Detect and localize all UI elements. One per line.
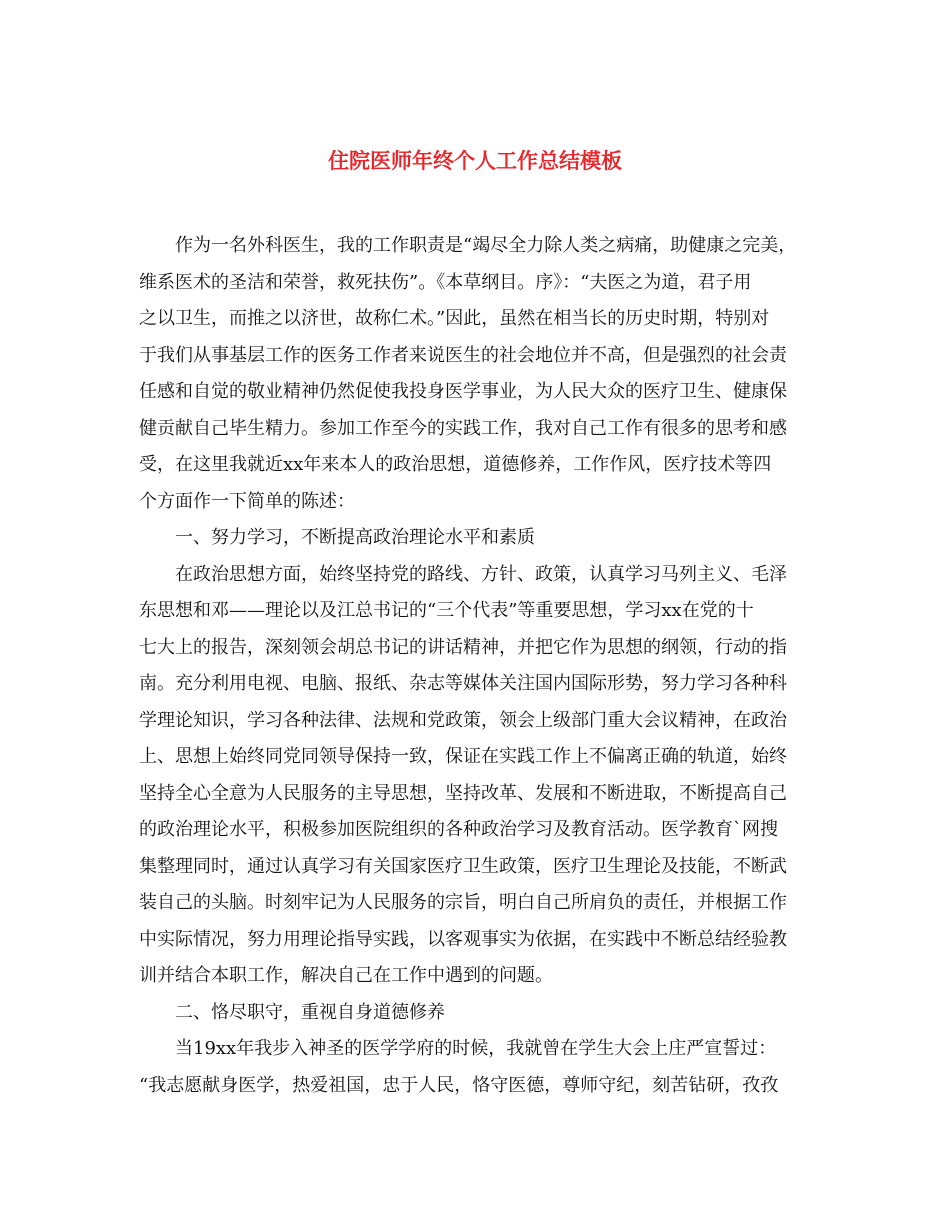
- body-line: 当19xx年我步入神圣的医学学府的时候，我就曾在学生大会上庄严宣誓过：: [175, 1038, 777, 1059]
- body-line: 健贡献自己毕生精力。参加工作至今的实践工作，我对自己工作有很多的思考和感: [139, 417, 787, 439]
- body-line: 一、努力学习，不断提高政治理论水平和素质: [175, 527, 535, 548]
- body-line: 南。充分利用电视、电脑、报纸、杂志等媒体关注国内国际形势，努力学习各种科: [139, 673, 787, 694]
- body-line: 上、思想上始终同党同领导保持一致，保证在实践工作上不偏离正确的轨道，始终: [139, 746, 787, 767]
- body-line: 坚持全心全意为人民服务的主导思想，坚持改革、发展和不断进取，不断提高自己: [139, 782, 787, 804]
- body-line: 维系医术的圣洁和荣誉，救死扶伤”。《本草纲目。序》：“夫医之为道，君子用: [139, 271, 752, 293]
- body-line: 作为一名外科医生，我的工作职责是“竭尽全力除人类之病痛，助健康之完美，: [175, 235, 797, 256]
- body-line: 中实际情况，努力用理论指导实践，以客观事实为依据，在实践中不断总结经验教: [139, 928, 787, 950]
- body-line: 训并结合本职工作，解决自己在工作中遇到的问题。: [139, 965, 553, 986]
- body-line: 受，在这里我就近xx年来本人的政治思想，道德修养，工作作风，医疗技术等四: [139, 454, 772, 475]
- body-line: 东思想和邓——理论以及江总书记的“三个代表”等重要思想，学习xx在党的十: [139, 600, 754, 621]
- body-line: “我志愿献身医学，热爱祖国，忠于人民，恪守医德，尊师守纪，刻苦钻研，孜孜: [139, 1074, 779, 1096]
- body-line: 七大上的报告，深刻领会胡总书记的讲话精神，并把它作为思想的纲领，行动的指: [139, 636, 787, 658]
- body-line: 之以卫生，而推之以济世，故称仁术。”因此，虽然在相当长的历史时期，特别对: [139, 308, 770, 329]
- body-line: 装自己的头脑。时刻牢记为人民服务的宗旨，明白自己所肩负的责任，并根据工作: [139, 892, 787, 913]
- body-line: 二、恪尽职守，重视自身道德修养: [175, 1001, 445, 1023]
- document-body: [139, 228, 815, 1104]
- body-line: 集整理同时，通过认真学习有关国家医疗卫生政策，医疗卫生理论及技能，不断武: [139, 855, 787, 877]
- body-line: 个方面作一下简单的陈述：: [139, 490, 355, 512]
- body-line: 于我们从事基层工作的医务工作者来说医生的社会地位并不高，但是强烈的社会责: [139, 344, 787, 366]
- body-line: 学理论知识，学习各种法律、法规和党政策，领会上级部门重大会议精神，在政治: [139, 709, 787, 731]
- body-line: 任感和自觉的敬业精神仍然促使我投身医学事业，为人民大众的医疗卫生、健康保: [139, 381, 787, 402]
- body-line: 在政治思想方面，始终坚持党的路线、方针、政策，认真学习马列主义、毛泽: [175, 563, 787, 585]
- document-title: 住院医师年终个人工作总结模板: [328, 148, 622, 173]
- body-line: 的政治理论水平，积极参加医院组织的各种政治学习及教育活动。医学教育`网搜: [139, 819, 778, 840]
